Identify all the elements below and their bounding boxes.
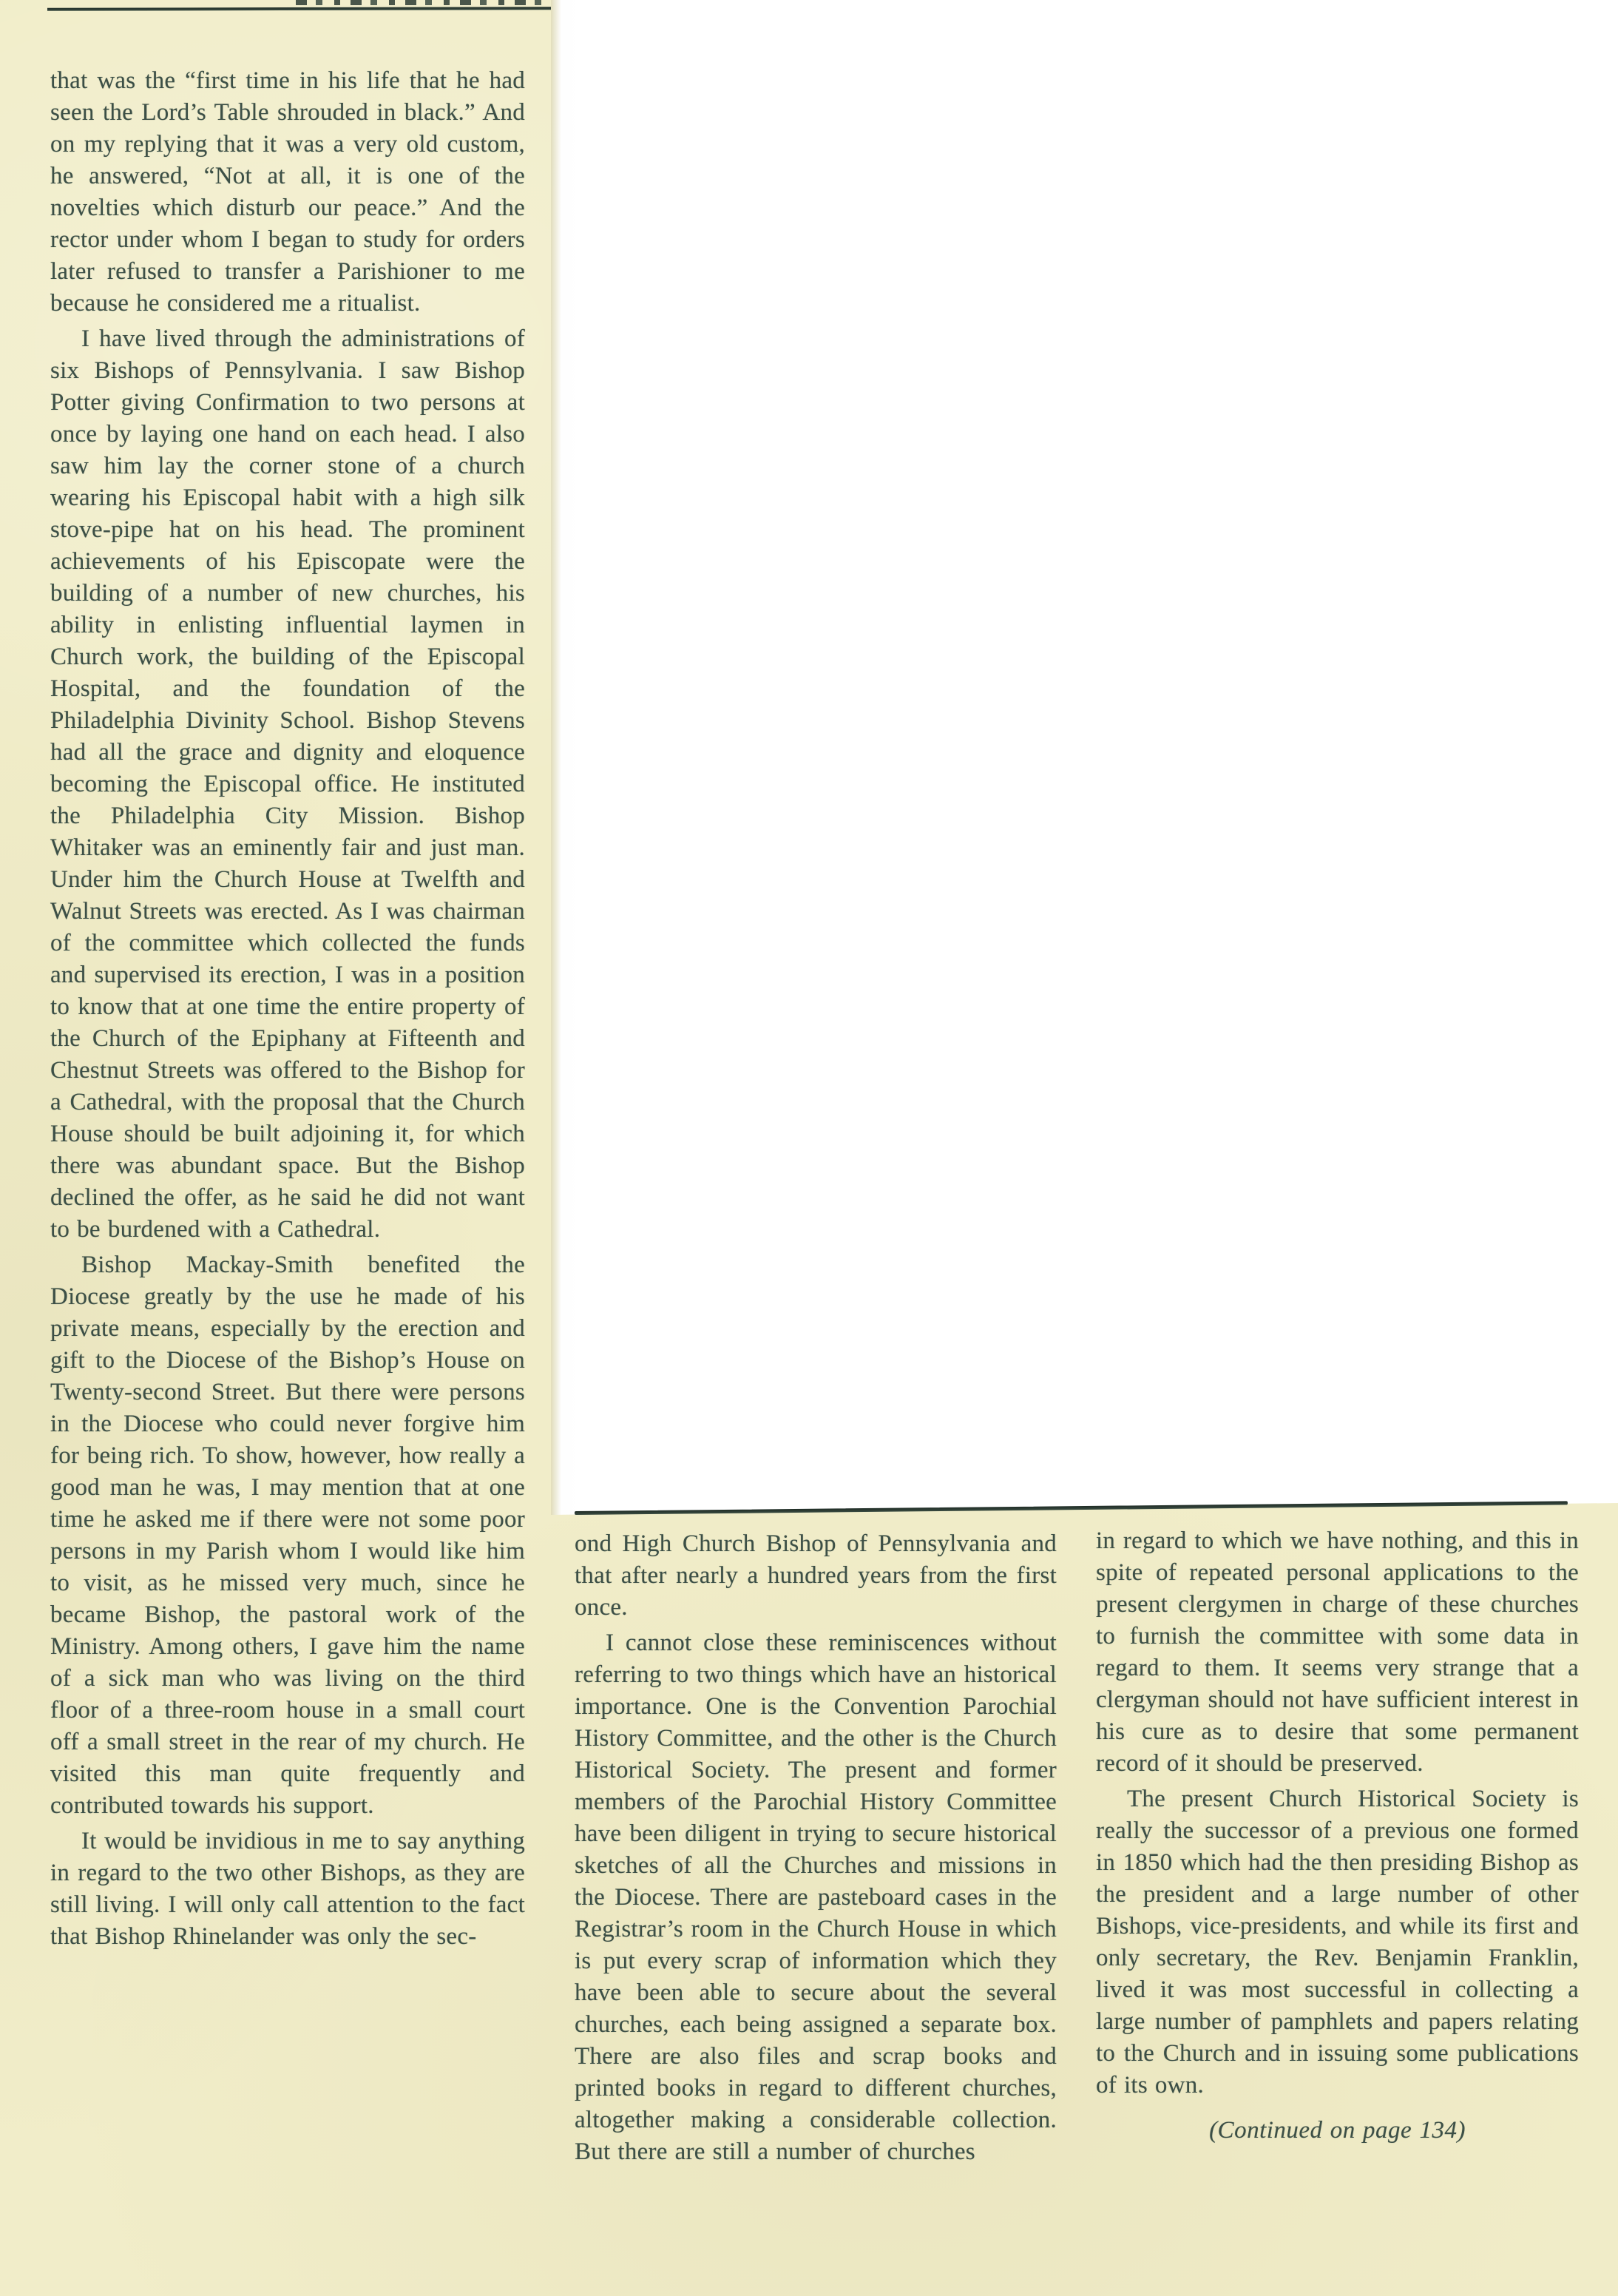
paragraph-continuation: that was the “first time in his life that he had seen the Lord’s Table shrouded in black.” And on my replying that it was a very old custom, he answered, “Not at all, it is one of the novelties which disturb our peace.” And the rector under whom I began to study for orders later refused to transfer a Parishioner to me because he considered me a ritualist. <box>50 67 525 317</box>
paragraph: It would be invidious in me to say anything in regard to the two other Bishops, as they are still living. I will only call attention to the fact that Bishop Rhinelander was only the sec- <box>50 1828 525 1950</box>
paragraph-continuation: in regard to which we have nothing, and this in spite of repeated personal applications to the present clergymen in charge of these churches to furnish the committee with some data in regard to them. It seems very strange that a clergyman should not have sufficient interest in his cure as to desire that some permanent record of it should be preserved. <box>1096 1527 1579 1777</box>
paragraph: I have lived through the administrations of six Bishops of Pennsylvania. I saw Bishop Potter giving Confirmation to two persons at once by laying one hand on each head. I also saw him lay the corner stone of a church wearing his Episcopal habit with a high silk stove-pipe hat on his head. The prominent achievements of his Episcopate were the building of a number of new churches, his ability in enlisting influential laymen in Church work, the building of the Episcopal Hospital, and the foundation of the Philadelphia Divinity School. Bishop Stevens had all the grace and dignity and eloquence becoming the Episcopal office. He instituted the Philadelphia City Mission. Bishop Whitaker was an eminently fair and just man. Under him the Church House at Twelfth and Walnut Streets was erected. As I was chairman of the committee which collected the funds and supervised its erection, I was in a position to know that at one time the entire property of the Church of the Epiphany at Fifteenth and Chestnut Streets was offered to the Bishop for a Cathedral, with the proposal that the Church House should be built adjoining it, for which there was abundant space. But the Bishop declined the offer, as he said he did not want to be burdened with a Cathedral. <box>50 325 525 1243</box>
clipped-header-text-fragment <box>296 0 551 5</box>
left-column-top-rule <box>47 7 551 10</box>
paragraph: Bishop Mackay-Smith benefited the Diocese greatly by the use he made of his private means, especially by the erection and gift to the Diocese of the Bishop’s House on Twenty-second Street. But there were persons in the Diocese who could never forgive him for being rich. To show, however, how really a good man he was, I may mention that at one time he asked me if there were not some poor persons in my Parish whom I would like him to visit, as he missed very much, since he became Bishop, the pastoral work of the Ministry. Among others, I gave him the name of a sick man who was living on the third floor of a three-room house in a small court off a small street in the rear of my church. He visited this man quite frequently and contributed towards his support. <box>50 1252 525 1819</box>
continued-note: (Continued on page 134) <box>1209 2117 1466 2144</box>
left-column <box>50 65 525 1953</box>
blank-page-area <box>551 0 1618 1515</box>
paragraph: The present Church Historical Society is really the successor of a previous one formed in 1850 which had the then presiding Bishop as the president and a large number of other Bishops, vice-presidents, and while its first and only secretary, the Rev. Benjamin Franklin, lived it was most successful in collecting a large number of pamphlets and papers relating to the Church and in issuing some publications of its own. <box>1096 1786 1579 2099</box>
paragraph-continuation: ond High Church Bishop of Pennsylvania and that after nearly a hundred years from the first once. <box>575 1530 1057 1621</box>
paragraph: I cannot close these reminiscences without referring to two things which have an historical importance. One is the Convention Parochial History Committee, and the other is the Church Historical Society. The present and former members of the Parochial History Committee have been diligent in trying to secure historical sketches of all the Churches and missions in the Diocese. There are pasteboard cases in the Registrar’s room in the Church House in which is put every scrap of information which they have been able to secure about the several churches, each being assigned a separate box. There are also files and scrap books and printed books in regard to different churches, altogether making a considerable collection. But there are still a number of churches <box>575 1630 1057 2165</box>
middle-column <box>575 1528 1057 2168</box>
right-column <box>1096 1525 1579 2147</box>
